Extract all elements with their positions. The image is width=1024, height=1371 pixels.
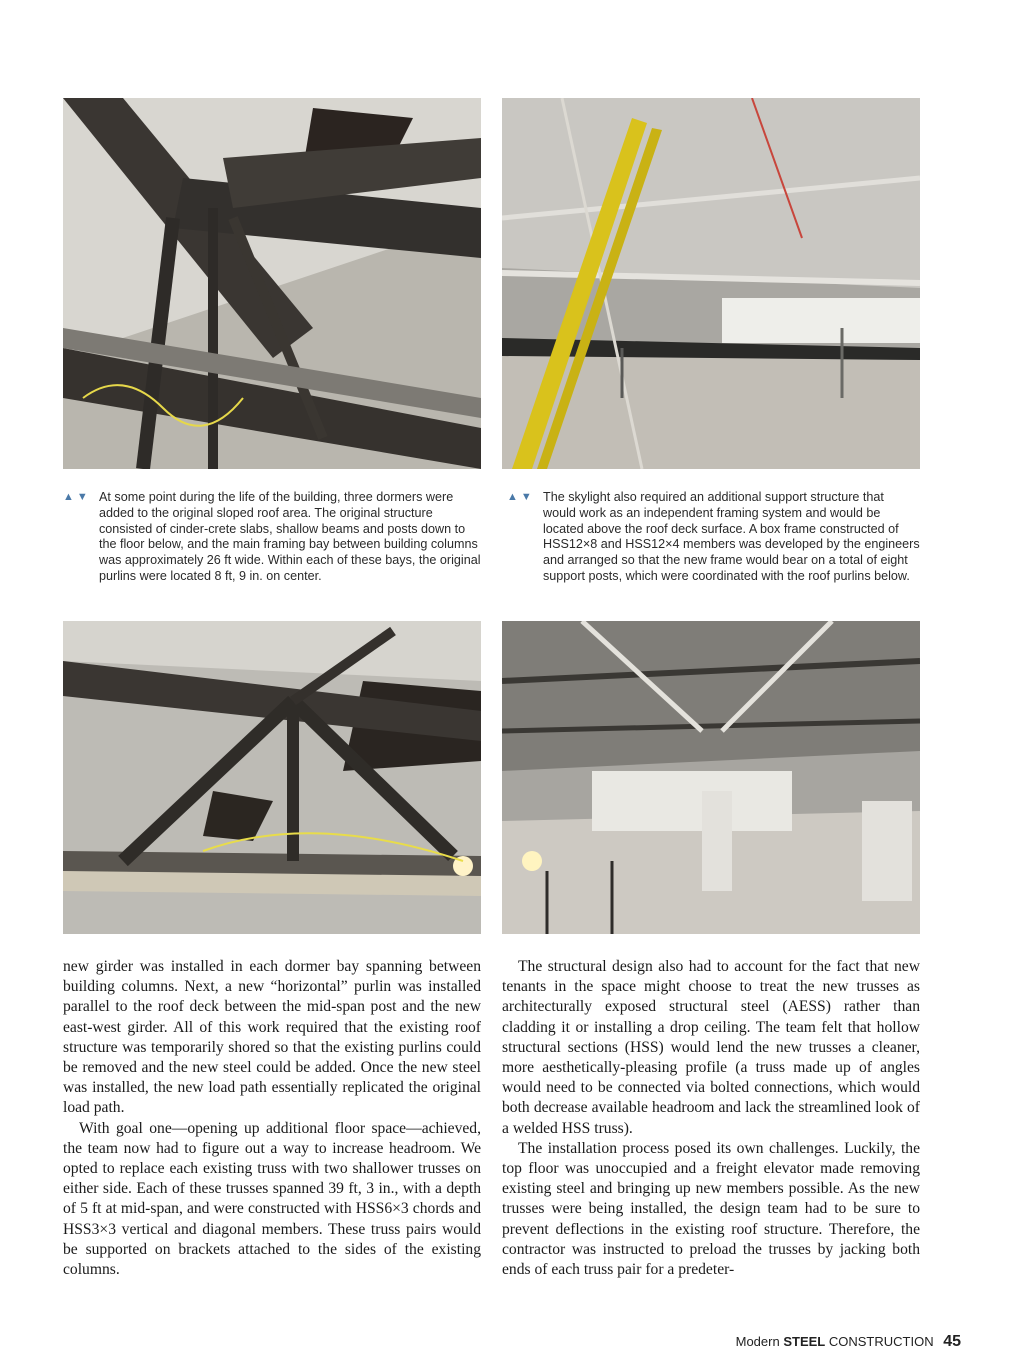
- caption-text: At some point during the life of the building, three dormers were added to the original sloped roof area. The original structure consisted of cinder-crete slabs, shallow beams and posts down to the floor below, and the main framing bay between building columns was approximately 26 ft wide. Within each of these bays, the original purlins were located 8 ft, 9 in. on center.: [99, 490, 481, 583]
- photo-new-trusses: [502, 621, 920, 934]
- magazine-name-suffix: CONSTRUCTION: [828, 1334, 934, 1349]
- page-footer: [640, 1333, 961, 1351]
- photo-dormer-framing: [63, 98, 481, 469]
- caption-skylight: [507, 490, 920, 605]
- body-paragraph: The structural design also had to account for the fact that new tenants in the space might choose to treat the new trusses as architecturally exposed structural steel (AESS) rather than cladding it or installing a drop ceiling. The team felt that hollow structural sections (HSS) would lend the new trusses a cleaner, more aesthetically-pleasing profile (a truss made up of angles would need to be connected via bolted connections, which would both decrease available headroom and lack the streamlined look of a welded HSS truss).: [502, 958, 920, 1137]
- caption-text: The skylight also required an additional support structure that would work as an independent framing system and would be located above the roof deck surface. A box frame constructed of HSS12×8 and HSS12×4 members was developed by the engineers and arranged so that the new frame would bear on a total of eight support posts, which were coordinated with the roof purlins below.: [543, 490, 920, 583]
- magazine-name-prefix: Modern: [735, 1334, 780, 1349]
- caption-arrows-icon: ▲▼: [507, 491, 535, 503]
- magazine-name-bold: STEEL: [783, 1334, 826, 1349]
- body-paragraph: The installation process posed its own challenges. Luckily, the top floor was unoccupied and a freight elevator made removing existing steel and bringing up new members possible. As the new trusses were being installed, the design team had to be sure to prevent deflections in the existing roof structure. Therefore, the contractor was instructed to preload the trusses by jacking both ends of each truss pair for a predeter-: [502, 1139, 920, 1279]
- caption-dormer: [63, 490, 481, 605]
- photo-existing-truss: [63, 621, 481, 934]
- photo-skylight-space: [502, 98, 920, 469]
- body-column-right: [502, 957, 920, 1280]
- caption-arrows-icon: ▲▼: [63, 491, 91, 503]
- page-number: 45: [943, 1333, 961, 1350]
- body-paragraph: With goal one—opening up additional floor space—achieved, the team now had to figure out a way to increase headroom. We opted to replace each existing truss with two shallower trusses on either side. Each of these trusses spanned 39 ft, 3 in., with a depth of 5 ft at mid-span, and were constructed with HSS6×3 chords and HSS3×3 vertical and diagonal members. These truss pairs would be supported on brackets attached to the sides of the existing columns.: [63, 1119, 481, 1279]
- body-paragraph: new girder was installed in each dormer bay spanning between building columns. Next, a new “horizontal” purlin was installed parallel to the roof deck between the mid-span post and the new east-west girder. All of this work required that the existing roof structure was temporarily shored so that the existing purlins could be removed and the new steel could be added. Once the new steel was installed, the new load path essentially replicated the original load path.: [63, 958, 481, 1117]
- body-column-left: [63, 957, 481, 1280]
